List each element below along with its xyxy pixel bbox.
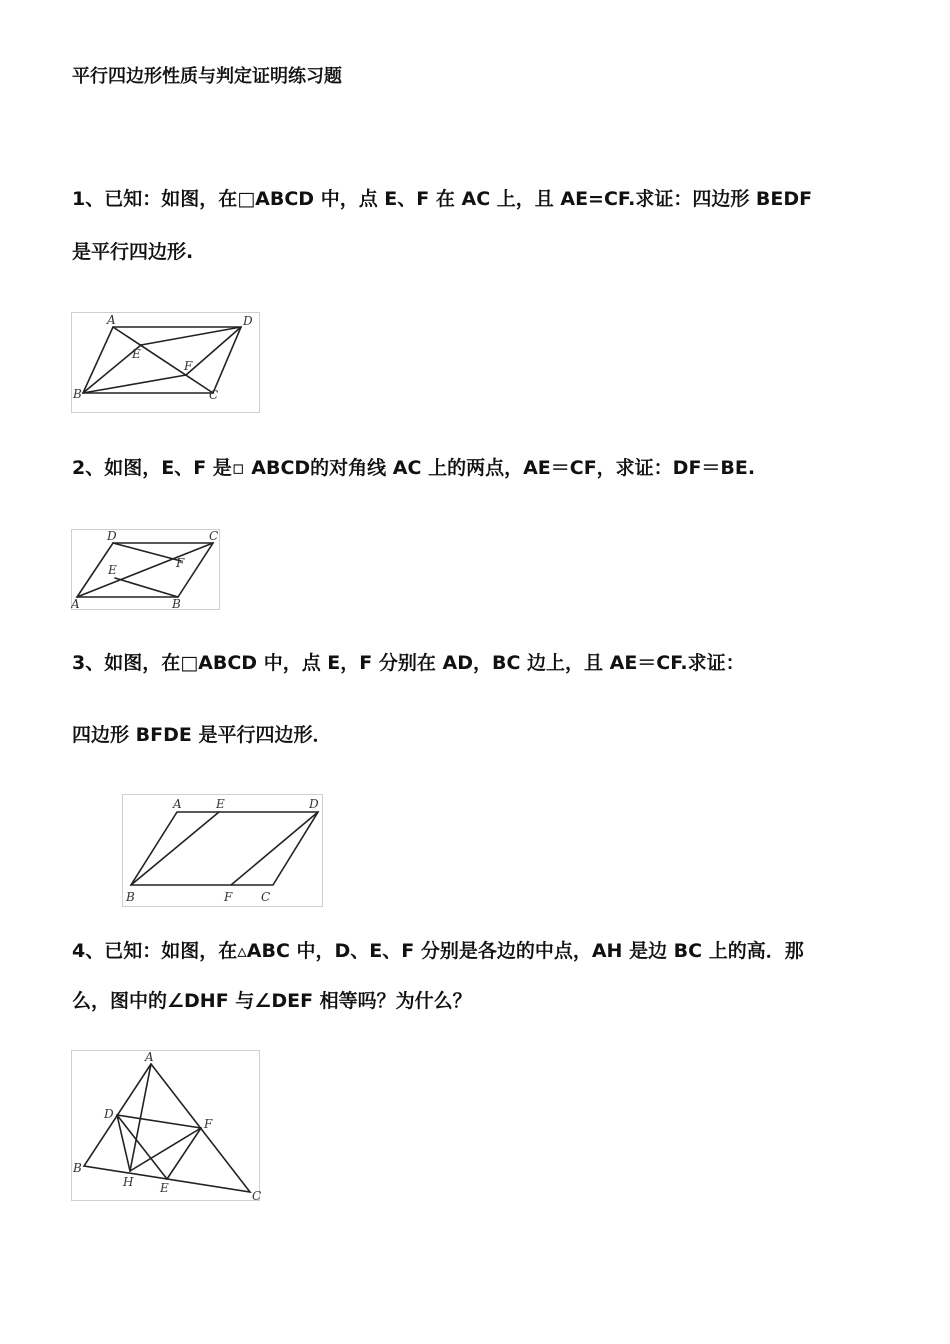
problem-2-figure	[71, 529, 221, 611]
segment-ed	[141, 327, 241, 345]
segment-fb	[83, 375, 186, 393]
label-c: C	[209, 388, 219, 402]
triangle-abc	[84, 1064, 250, 1192]
diagonal-ac	[113, 327, 213, 393]
problem-3-text-line-1: 3、如图，在□ABCD 中，点 E，F 分别在 AD，BC 边上，且 AE＝CF.求证：	[72, 652, 745, 674]
label-c: C	[261, 890, 271, 904]
label-a: A	[173, 797, 182, 811]
label-a: A	[71, 597, 80, 611]
label-a: A	[145, 1050, 154, 1064]
problem-4-text-line-1: 4、已知：如图，在▵ABC 中，D、E、F 分别是各边的中点，AH 是边 BC 上的高．那	[72, 940, 804, 962]
segment-df	[113, 543, 181, 561]
label-f: F	[184, 359, 193, 373]
segment-df	[117, 1115, 201, 1128]
label-d: D	[309, 797, 319, 811]
problem-1-figure	[71, 312, 261, 414]
segment-df	[186, 327, 241, 375]
label-b: B	[73, 1161, 82, 1175]
problem-3-text-line-2: 四边形 BFDE 是平行四边形．	[72, 724, 332, 746]
label-a: A	[107, 313, 116, 327]
problem-1-text-line-1: 1、已知：如图，在□ABCD 中，点 E、F 在 AC 上，且 AE=CF.求证：四边形 BEDF	[72, 188, 813, 210]
label-b: B	[73, 387, 82, 401]
label-d: D	[107, 529, 117, 543]
problem-1-text-line-2: 是平行四边形.	[72, 241, 194, 263]
problem-3-figure	[122, 794, 324, 908]
label-f: F	[176, 556, 185, 570]
problem-4-text-line-2: 么，图中的∠DHF 与∠DEF 相等吗？为什么？	[72, 990, 472, 1012]
label-f: F	[204, 1117, 213, 1131]
segment-hf	[130, 1128, 201, 1171]
label-e: E	[216, 797, 225, 811]
problem-4-figure	[71, 1050, 261, 1202]
label-b: B	[126, 890, 135, 904]
segment-fd	[231, 812, 318, 885]
segment-be	[115, 578, 178, 597]
page-title: 平行四边形性质与判定证明练习题	[72, 66, 342, 87]
parallelogram-abcd	[131, 812, 318, 885]
label-c: C	[252, 1189, 261, 1202]
label-e: E	[160, 1181, 169, 1195]
label-e: E	[108, 563, 117, 577]
label-d: D	[104, 1107, 114, 1121]
label-f: F	[224, 890, 233, 904]
label-h: H	[123, 1175, 134, 1189]
problem-2-text-line-1: 2、如图，E、F 是▫ ABCD的对角线 AC 上的两点，AE＝CF，求证：DF＝BE.	[72, 457, 756, 479]
label-b: B	[172, 597, 181, 611]
label-e: E	[132, 347, 141, 361]
label-d: D	[243, 314, 253, 328]
segment-ef	[167, 1128, 201, 1179]
label-c: C	[209, 529, 219, 543]
segment-be	[131, 812, 219, 885]
